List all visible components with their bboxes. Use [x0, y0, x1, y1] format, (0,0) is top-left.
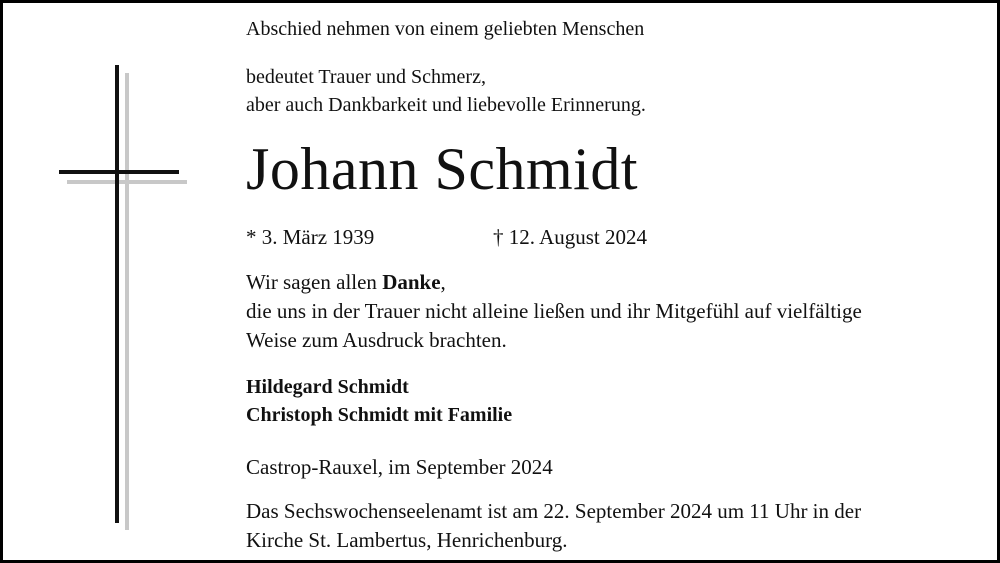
intro-line — [246, 15, 644, 43]
place-date: Castrop-Rauxel, im September 2024 — [246, 455, 553, 479]
intro-text: Abschied nehmen von einem geliebten Menschen — [246, 18, 645, 40]
thanks-suffix: , — [440, 270, 446, 294]
thanks-line-3: Weise zum Ausdruck brachten. — [246, 328, 507, 352]
cross-beam-vertical — [115, 65, 119, 523]
sentiment-block — [246, 63, 646, 119]
thanks-block — [246, 268, 862, 355]
mass-line-1: Das Sechswochenseelenamt ist am 22. September 2024 um 11 Uhr in der — [246, 499, 862, 523]
death-date: † 12. August 2024 — [493, 225, 648, 249]
cross-shadow-horizontal — [67, 180, 187, 184]
sentiment-line-2: aber auch Dankbarkeit und liebevolle Erinnerung. — [246, 94, 646, 116]
sentiment-line-1: bedeutet Trauer und Schmerz, — [246, 66, 486, 88]
mourners-block — [246, 373, 512, 429]
thanks-prefix: Wir sagen allen — [246, 270, 383, 294]
life-dates — [246, 223, 648, 251]
thanks-bold: Danke — [382, 270, 441, 294]
mass-announcement — [246, 497, 861, 555]
mourner-2: Christoph Schmidt mit Familie — [246, 404, 513, 426]
birth-date: * 3. März 1939 — [246, 225, 375, 249]
thanks-line-1 — [246, 268, 862, 297]
mass-line-2: Kirche St. Lambertus, Henrichenburg. — [246, 528, 568, 552]
thanks-line-2: die uns in der Trauer nicht alleine ließen und ihr Mitgefühl auf vielfältige — [246, 299, 862, 323]
cross-shadow-vertical — [125, 73, 129, 530]
cross-beam-horizontal — [59, 170, 179, 174]
deceased-name: Johann Schmidt — [246, 136, 638, 202]
mourner-1: Hildegard Schmidt — [246, 376, 409, 398]
